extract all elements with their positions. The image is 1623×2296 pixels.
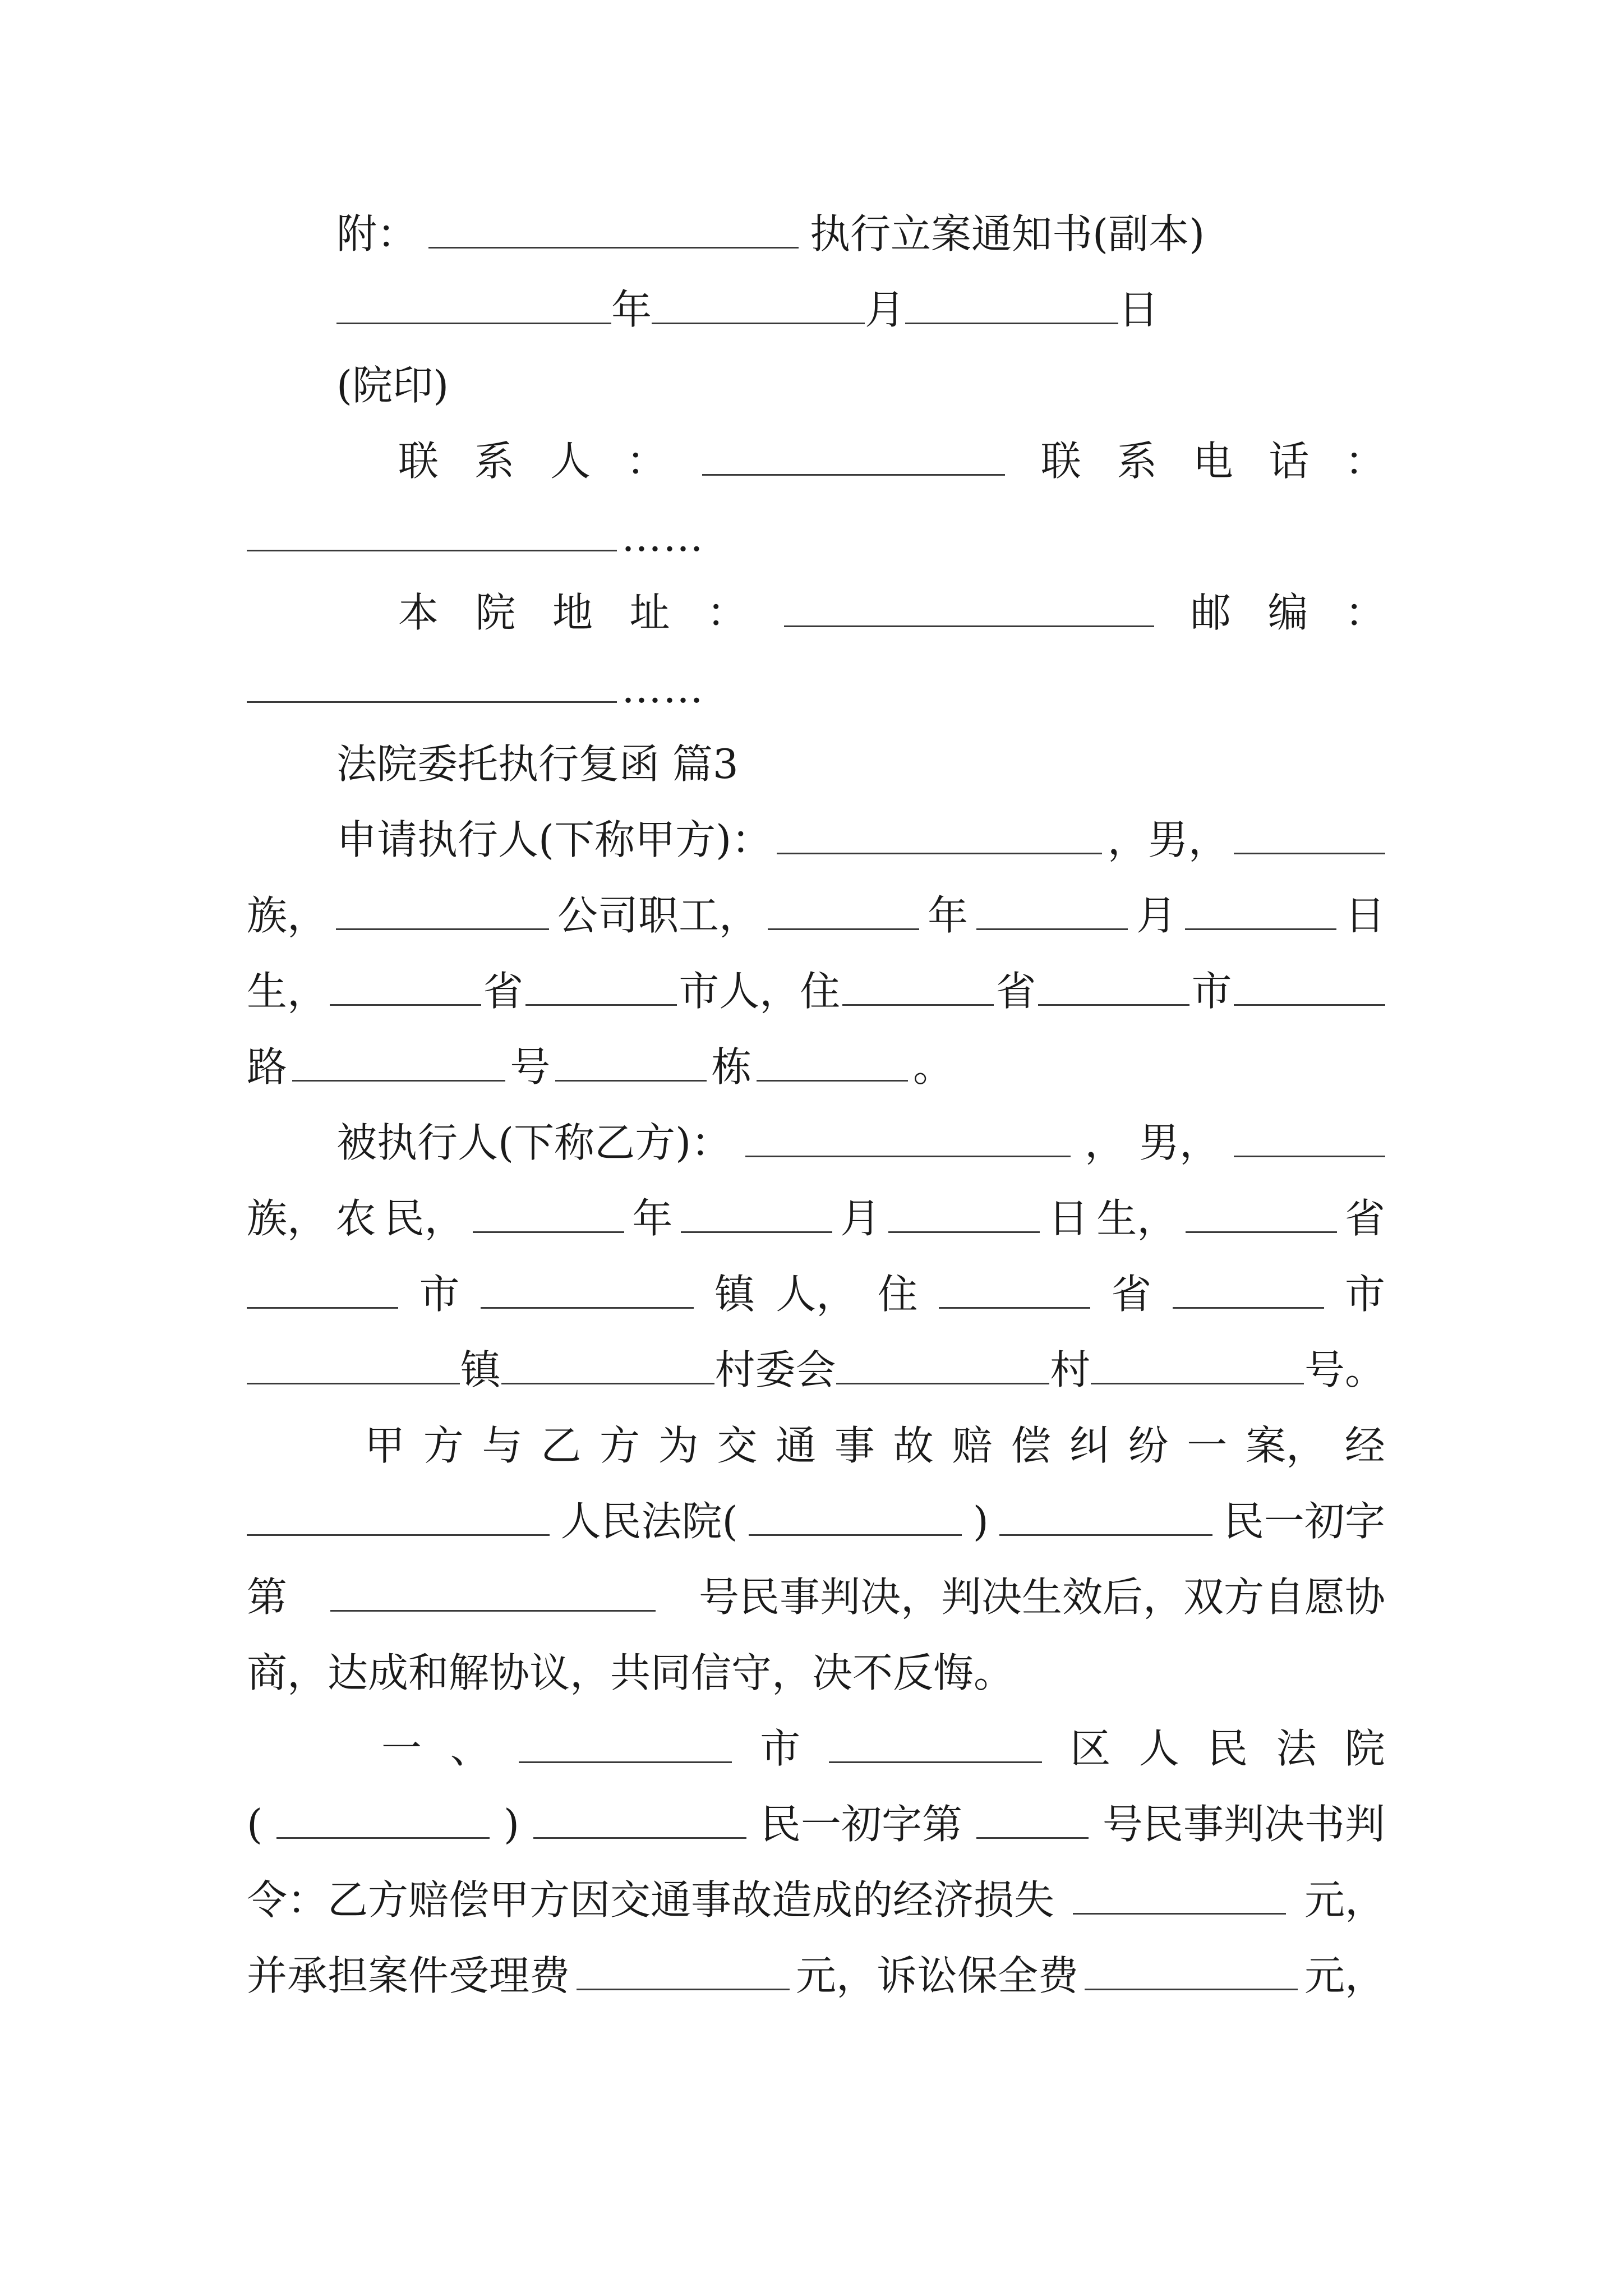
- doc-text: 电: [1192, 438, 1233, 485]
- doc-text: 族，: [247, 1195, 328, 1242]
- doc-text: 并承担案件受理费: [247, 1952, 570, 1999]
- doc-text: 市: [760, 1725, 801, 1772]
- fill-blank: [247, 1307, 398, 1309]
- doc-text: 甲: [365, 1422, 405, 1469]
- doc-text: 省: [483, 968, 524, 1015]
- fill-blank: [999, 1534, 1212, 1536]
- doc-line: [247, 1767, 1385, 1848]
- doc-text: 院: [475, 589, 516, 636]
- fill-blank: [519, 1761, 732, 1763]
- doc-line: [398, 404, 1385, 485]
- doc-text: 交: [717, 1422, 758, 1469]
- fill-blank: [247, 1383, 460, 1384]
- doc-text: 赔: [952, 1422, 993, 1469]
- doc-text: 住: [877, 1271, 918, 1318]
- fill-blank: [702, 474, 1005, 476]
- doc-text: 月: [1136, 892, 1177, 939]
- doc-text: 月: [865, 286, 906, 333]
- doc-line: [398, 555, 1385, 636]
- doc-text: 方: [599, 1422, 640, 1469]
- fill-blank: [481, 1307, 694, 1309]
- doc-text: 民，: [384, 1195, 465, 1242]
- doc-text: 为: [658, 1422, 699, 1469]
- doc-text: 省: [1111, 1271, 1152, 1318]
- doc-line: [247, 1540, 1385, 1621]
- doc-text: 区: [1070, 1725, 1111, 1772]
- doc-line: [247, 858, 1385, 939]
- fill-blank: [1073, 1913, 1286, 1915]
- doc-text: 纠: [1069, 1422, 1110, 1469]
- doc-text: 联: [398, 438, 439, 485]
- doc-text: 一: [381, 1725, 422, 1772]
- doc-text: 通: [776, 1422, 817, 1469]
- doc-text: 市人，住: [679, 968, 841, 1015]
- doc-text: 月: [840, 1195, 881, 1242]
- fill-blank: [976, 1837, 1089, 1839]
- doc-text: ：: [1344, 589, 1385, 636]
- doc-text: 民一初字第: [760, 1801, 963, 1848]
- doc-text: 公司职工，: [557, 892, 759, 939]
- doc-text: 民一初字: [1223, 1498, 1385, 1545]
- fill-blank: [652, 323, 865, 324]
- doc-text: ：: [626, 438, 667, 485]
- doc-line: [247, 631, 1385, 712]
- doc-text: 乙: [541, 1422, 582, 1469]
- doc-text: 市: [419, 1271, 460, 1318]
- fill-blank: [473, 1231, 624, 1233]
- fill-blank: [1185, 928, 1336, 930]
- doc-text: 男，: [1139, 1119, 1220, 1166]
- doc-text: 年: [611, 286, 652, 333]
- doc-text: 栋: [711, 1043, 752, 1091]
- doc-text: 第: [247, 1573, 288, 1621]
- fill-blank: [330, 1610, 656, 1612]
- doc-line: [336, 252, 1178, 333]
- doc-text: 话: [1269, 438, 1310, 485]
- fill-blank: [336, 928, 549, 930]
- fill-blank: [976, 928, 1128, 930]
- doc-text: 申请执行人(下称甲方)：: [336, 816, 772, 863]
- doc-line: [336, 1085, 1385, 1166]
- doc-text: 镇: [460, 1346, 501, 1393]
- doc-text: 村委会: [714, 1346, 836, 1393]
- fill-blank: [757, 1080, 908, 1082]
- doc-text: 编: [1267, 589, 1308, 636]
- fill-blank: [1173, 1307, 1324, 1309]
- fill-blank: [1234, 853, 1385, 854]
- doc-line: [247, 480, 1385, 560]
- fill-blank: [777, 853, 1102, 854]
- doc-text: 联: [1040, 438, 1081, 485]
- doc-text: 商，达成和解协议，共同信守，决不反悔。: [247, 1649, 1015, 1696]
- doc-text: 一: [1187, 1422, 1228, 1469]
- doc-text: 省: [995, 968, 1036, 1015]
- section-heading: 法院委托执行复函 篇3: [336, 740, 739, 788]
- fill-blank: [577, 1989, 790, 1990]
- fill-blank: [768, 928, 919, 930]
- fill-blank: [1085, 1989, 1298, 1990]
- doc-text: 号。: [1304, 1346, 1385, 1393]
- doc-text: 地: [552, 589, 593, 636]
- doc-text: ): [504, 1801, 520, 1848]
- doc-text: 纷: [1128, 1422, 1169, 1469]
- doc-text: ，: [1085, 1119, 1126, 1166]
- doc-text: 日: [1344, 892, 1385, 939]
- doc-text: 事: [834, 1422, 875, 1469]
- doc-text: 系: [474, 438, 515, 485]
- doc-text: 生，: [1096, 1195, 1178, 1242]
- doc-line: [336, 783, 1385, 863]
- doc-line: [247, 934, 1385, 1015]
- doc-text: 人，: [776, 1271, 857, 1318]
- fill-blank: [1234, 1156, 1385, 1157]
- doc-text: ……: [621, 665, 704, 712]
- doc-text: 院: [1344, 1725, 1385, 1772]
- fill-blank: [330, 1004, 481, 1006]
- fill-blank: [888, 1231, 1040, 1233]
- fill-blank: [1091, 1383, 1304, 1384]
- doc-text: 号: [510, 1043, 551, 1091]
- doc-line: [336, 707, 1122, 788]
- doc-text: 本: [398, 589, 439, 636]
- doc-text: 号民事判决书判: [1102, 1801, 1385, 1848]
- doc-line: [381, 1691, 1385, 1772]
- doc-text: 镇: [714, 1271, 755, 1318]
- doc-line: [247, 1161, 1385, 1242]
- doc-text: 路: [247, 1043, 288, 1091]
- fill-blank: [905, 323, 1118, 324]
- seal-note: (院印): [336, 362, 449, 409]
- fill-blank: [525, 1004, 677, 1006]
- doc-text: 系: [1117, 438, 1158, 485]
- fill-blank: [1234, 1004, 1385, 1006]
- doc-text: 市: [1191, 968, 1232, 1015]
- doc-line: [247, 1616, 1088, 1696]
- doc-text: ，男，: [1107, 816, 1229, 863]
- doc-text: 故: [893, 1422, 934, 1469]
- doc-text: 偿: [1011, 1422, 1052, 1469]
- doc-text: 日: [1048, 1195, 1089, 1242]
- doc-text: 经: [1344, 1422, 1385, 1469]
- doc-text: 法: [1276, 1725, 1317, 1772]
- doc-text: 农: [335, 1195, 376, 1242]
- fill-blank: [533, 1837, 746, 1839]
- fill-blank: [939, 1307, 1090, 1309]
- fill-blank: [836, 1383, 1049, 1384]
- fill-blank: [1186, 1231, 1337, 1233]
- fill-blank: [1038, 1004, 1189, 1006]
- fill-blank: [555, 1080, 707, 1082]
- doc-text: 民: [1207, 1725, 1248, 1772]
- fill-blank: [247, 1534, 550, 1536]
- fill-blank: [501, 1383, 714, 1384]
- doc-text: ：: [1344, 438, 1385, 485]
- fill-blank: [745, 1156, 1071, 1157]
- doc-text: 元，诉讼保全费: [795, 1952, 1078, 1999]
- doc-line: [247, 1918, 1385, 1999]
- fill-blank: [784, 625, 1154, 627]
- doc-text: 村: [1050, 1346, 1091, 1393]
- doc-text: 、: [450, 1725, 491, 1772]
- doc-text: 被执行人(下称乙方)：: [336, 1119, 732, 1166]
- fill-blank: [292, 1080, 505, 1082]
- doc-line: [247, 1010, 953, 1091]
- doc-line: [336, 177, 1234, 257]
- fill-blank: [829, 1761, 1042, 1763]
- doc-line: [365, 1388, 1385, 1469]
- doc-text: 市: [1344, 1271, 1385, 1318]
- doc-text: 人: [550, 438, 591, 485]
- doc-text: 人: [1138, 1725, 1179, 1772]
- doc-text: 。: [912, 1043, 953, 1091]
- doc-line: [336, 328, 785, 409]
- doc-text: 年: [632, 1195, 673, 1242]
- doc-text: 元，: [1304, 1876, 1385, 1924]
- doc-text: 族，: [247, 892, 328, 939]
- doc-text: ：: [707, 589, 748, 636]
- fill-blank: [681, 1231, 832, 1233]
- doc-text: 案，: [1246, 1422, 1327, 1469]
- doc-line: [247, 1313, 1385, 1393]
- fill-blank: [276, 1837, 490, 1839]
- doc-line: [247, 1237, 1385, 1318]
- doc-text: 附：: [336, 210, 418, 257]
- fill-blank: [749, 1534, 962, 1536]
- doc-text: 方: [423, 1422, 464, 1469]
- doc-text: 生，: [247, 968, 328, 1015]
- doc-text: 执行立案通知书(副本): [810, 210, 1205, 257]
- doc-text: 址: [629, 589, 670, 636]
- doc-text: ): [972, 1498, 989, 1545]
- doc-line: [247, 1843, 1385, 1924]
- doc-line: [247, 1464, 1385, 1545]
- doc-text: (: [247, 1801, 263, 1848]
- doc-text: 人民法院(: [560, 1498, 738, 1545]
- fill-blank: [336, 323, 611, 324]
- fill-blank: [247, 550, 617, 551]
- doc-text: ……: [621, 513, 704, 560]
- fill-blank: [247, 701, 617, 703]
- fill-blank: [428, 247, 799, 249]
- doc-text: 号民事判决，判决生效后，双方自愿协: [698, 1573, 1385, 1621]
- fill-blank: [842, 1004, 994, 1006]
- doc-text: 年: [927, 892, 968, 939]
- doc-text: 日: [1118, 286, 1159, 333]
- doc-text: 省: [1344, 1195, 1385, 1242]
- doc-text: 元，: [1304, 1952, 1385, 1999]
- doc-text: 邮: [1190, 589, 1231, 636]
- doc-text: 与: [482, 1422, 523, 1469]
- doc-text: 令：乙方赔偿甲方因交通事故造成的经济损失: [247, 1876, 1055, 1924]
